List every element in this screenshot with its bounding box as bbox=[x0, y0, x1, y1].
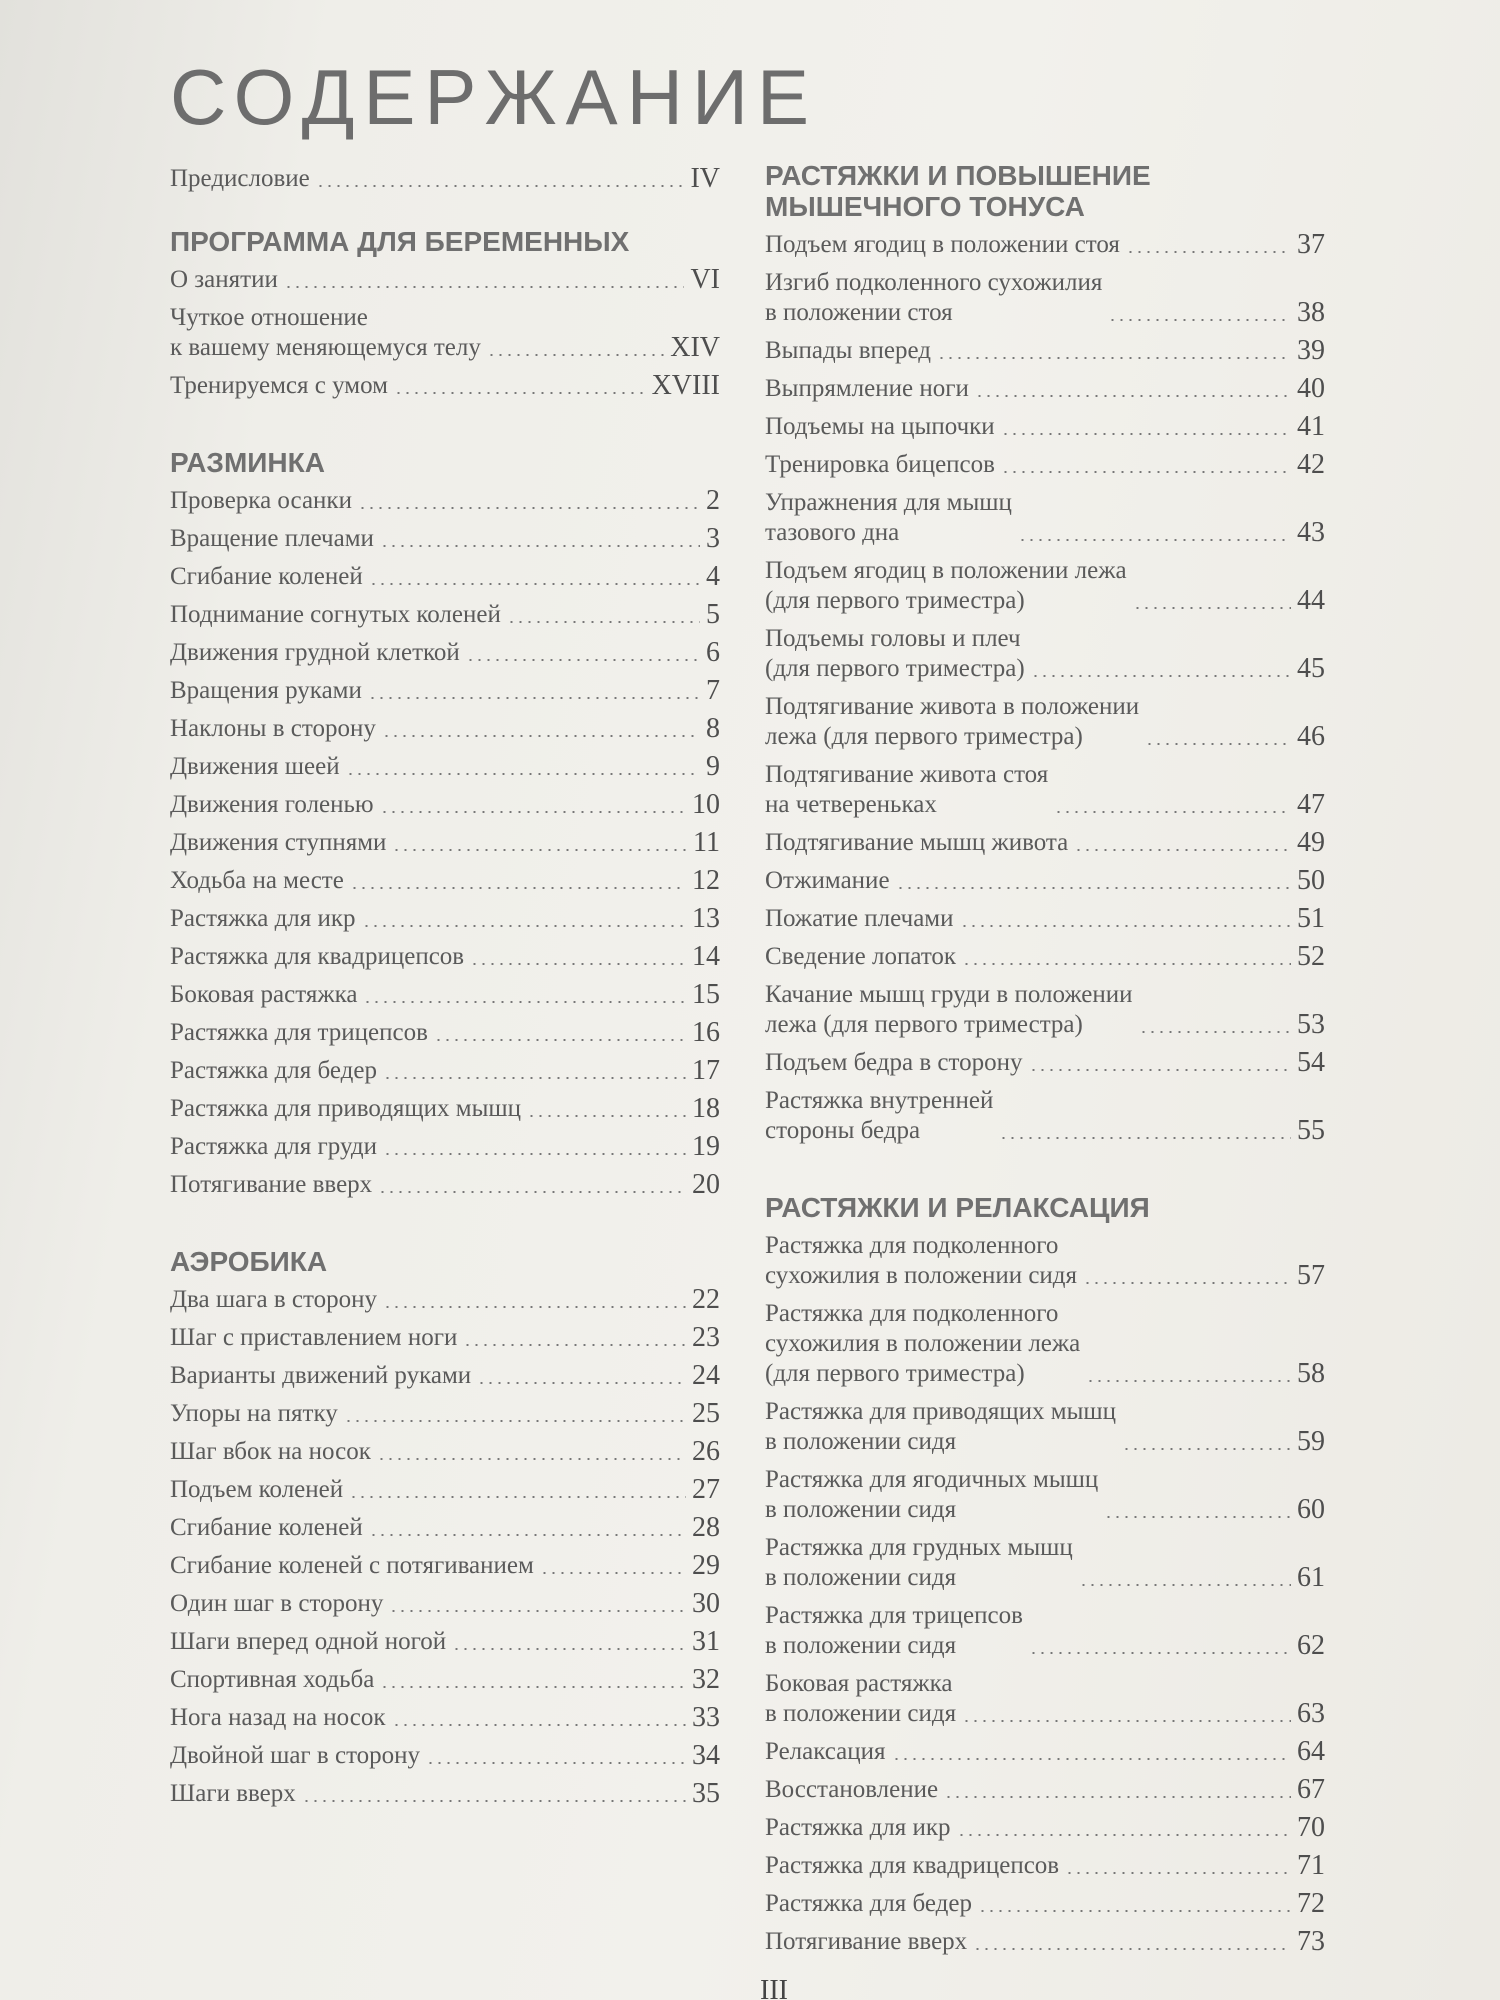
toc-entry-page: 3 bbox=[706, 523, 720, 554]
toc-entry-page: 58 bbox=[1297, 1358, 1325, 1389]
toc-entry-title: Растяжка для грудных мышц в положении сидя bbox=[765, 1534, 1073, 1591]
toc-entry bbox=[765, 938, 1325, 976]
toc-entry-title: Потягивание вверх bbox=[170, 1171, 373, 1198]
dot-leader bbox=[1139, 1031, 1291, 1033]
dot-leader bbox=[369, 1534, 686, 1536]
toc-entry-page: 52 bbox=[1297, 941, 1325, 972]
toc-entry bbox=[765, 226, 1325, 264]
toc-entry-title: Два шага в сторону bbox=[170, 1286, 377, 1313]
toc-entry bbox=[765, 824, 1325, 862]
dot-leader bbox=[377, 1458, 686, 1460]
toc-entry bbox=[170, 367, 720, 405]
dot-leader bbox=[1001, 471, 1291, 473]
toc-entry bbox=[765, 1529, 1325, 1597]
dot-leader bbox=[380, 811, 686, 813]
toc-entry-title: Растяжка для бедер bbox=[765, 1890, 972, 1917]
toc-entry-title: Шаг с приставлением ноги bbox=[170, 1324, 458, 1351]
toc-entry-page: 7 bbox=[706, 675, 720, 706]
toc-entry-page: 39 bbox=[1297, 335, 1325, 366]
toc-entry-page: 13 bbox=[692, 903, 720, 934]
toc-entry-page: 70 bbox=[1297, 1812, 1325, 1843]
toc-entry-page: 40 bbox=[1297, 373, 1325, 404]
toc-entry-title: Наклоны в сторону bbox=[170, 715, 376, 742]
toc-entry-page: 37 bbox=[1297, 229, 1325, 260]
toc-entry-title: Восстановление bbox=[765, 1776, 939, 1803]
dot-leader bbox=[973, 1948, 1291, 1950]
dot-leader bbox=[426, 1762, 686, 1764]
toc-entry-page: 55 bbox=[1297, 1115, 1325, 1146]
toc-entry-title: Тренируемся с умом bbox=[170, 372, 388, 399]
dot-leader bbox=[434, 1039, 686, 1041]
toc-entry-page: XIV bbox=[670, 332, 720, 363]
toc-entry-title: Выпрямление ноги bbox=[765, 375, 969, 402]
section-heading: ПРОГРАММА ДЛЯ БЕРЕМЕННЫХ bbox=[170, 226, 630, 257]
dot-leader bbox=[1133, 607, 1291, 609]
toc-entry-title: Качание мышц груди в положении лежа (для первого триместра) bbox=[765, 981, 1133, 1038]
toc-entry-page: 29 bbox=[692, 1550, 720, 1581]
toc-entry-page: 30 bbox=[692, 1588, 720, 1619]
toc-entry-title: Растяжка для трицепсов в положении сидя bbox=[765, 1602, 1023, 1659]
toc-entry bbox=[765, 1295, 1325, 1393]
toc-entry-page: 28 bbox=[692, 1512, 720, 1543]
dot-leader bbox=[383, 1077, 686, 1079]
toc-entry-title: Растяжка для бедер bbox=[170, 1057, 377, 1084]
toc-entry bbox=[170, 672, 720, 710]
toc-entry bbox=[170, 1775, 720, 1813]
dot-leader bbox=[937, 357, 1291, 359]
toc-entry-title: Подтягивание мышц живота bbox=[765, 829, 1069, 856]
toc-entry-title: Растяжка для приводящих мышц bbox=[170, 1095, 522, 1122]
dot-leader bbox=[978, 1910, 1291, 1912]
toc-entry-page: 8 bbox=[706, 713, 720, 744]
toc-entry-page: 12 bbox=[692, 865, 720, 896]
dot-leader bbox=[383, 1306, 686, 1308]
toc-entry bbox=[170, 1699, 720, 1737]
dot-leader bbox=[540, 1572, 686, 1574]
dot-leader bbox=[380, 545, 700, 547]
toc-entry-title: Подъем ягодиц в положении стоя bbox=[765, 231, 1120, 258]
toc-entry bbox=[765, 1044, 1325, 1082]
dot-leader bbox=[975, 395, 1291, 397]
dot-leader bbox=[363, 1001, 686, 1003]
toc-entry-page: 10 bbox=[692, 789, 720, 820]
toc-entry bbox=[765, 370, 1325, 408]
toc-entry-page: 64 bbox=[1297, 1736, 1325, 1767]
toc-entry-page: 38 bbox=[1297, 297, 1325, 328]
toc-entry-page: 19 bbox=[692, 1131, 720, 1162]
toc-entry-page: 6 bbox=[706, 637, 720, 668]
toc-entry bbox=[170, 1623, 720, 1661]
toc-entry-page: 22 bbox=[692, 1284, 720, 1315]
dot-leader bbox=[477, 1382, 686, 1384]
section-heading: РАСТЯЖКИ И РЕЛАКСАЦИЯ bbox=[765, 1192, 1150, 1223]
toc-entry-title: Движения ступнями bbox=[170, 829, 387, 856]
toc-entry-title: Подтягивание живота стоя на четвереньках bbox=[765, 761, 1049, 818]
toc-entry-title: Сгибание коленей bbox=[170, 563, 363, 590]
dot-leader bbox=[378, 1191, 686, 1193]
toc-entry-page: 62 bbox=[1297, 1630, 1325, 1661]
toc-entry bbox=[765, 1461, 1325, 1529]
toc-entry-page: 59 bbox=[1297, 1426, 1325, 1457]
toc-entry-title: Шаги вверх bbox=[170, 1780, 296, 1807]
dot-leader bbox=[1086, 1380, 1291, 1382]
toc-entry-page: 61 bbox=[1297, 1562, 1325, 1593]
toc-entry-page: 34 bbox=[692, 1740, 720, 1771]
toc-entry bbox=[170, 1547, 720, 1585]
toc-entry-title: Ходьба на месте bbox=[170, 867, 344, 894]
dot-leader bbox=[962, 1720, 1291, 1722]
toc-entry-title: Нога назад на носок bbox=[170, 1704, 386, 1731]
section-heading: АЭРОБИКА bbox=[170, 1246, 328, 1277]
toc-entry bbox=[765, 264, 1325, 332]
toc-section bbox=[170, 226, 720, 405]
toc-entry-title: Подъем коленей bbox=[170, 1476, 344, 1503]
toc-entry bbox=[170, 710, 720, 748]
dot-leader bbox=[999, 1137, 1291, 1139]
toc-entry-title: Упражнения для мышц тазового дна bbox=[765, 489, 1012, 546]
toc-entry-title: Один шаг в сторону bbox=[170, 1590, 384, 1617]
toc-entry-title: Чуткое отношение к вашему меняющемуся телу bbox=[170, 304, 481, 361]
dot-leader bbox=[507, 621, 700, 623]
toc-entry-title: Варианты движений руками bbox=[170, 1362, 472, 1389]
toc-entry bbox=[170, 900, 720, 938]
dot-leader bbox=[1031, 675, 1291, 677]
toc-entry-page: VI bbox=[690, 264, 720, 295]
dot-leader bbox=[892, 1758, 1291, 1760]
toc-entry bbox=[170, 824, 720, 862]
toc-entry bbox=[170, 1661, 720, 1699]
toc-entry-title: Растяжка для икр bbox=[170, 905, 356, 932]
dot-leader bbox=[1054, 811, 1291, 813]
toc-entry-page: 5 bbox=[706, 599, 720, 630]
toc-entry bbox=[765, 1885, 1325, 1923]
toc-entry-page: 35 bbox=[692, 1778, 720, 1809]
toc-entry-title: Растяжка внутренней стороны бедра bbox=[765, 1087, 994, 1144]
toc-entry-page: 50 bbox=[1297, 865, 1325, 896]
dot-leader bbox=[452, 1648, 686, 1650]
dot-leader bbox=[383, 1153, 686, 1155]
toc-entry bbox=[170, 1052, 720, 1090]
toc-entry bbox=[170, 261, 720, 299]
toc-section bbox=[765, 160, 1325, 1150]
toc-entry bbox=[170, 1166, 720, 1204]
dot-leader bbox=[944, 1796, 1291, 1798]
toc-entry bbox=[170, 862, 720, 900]
toc-entry-page: 44 bbox=[1297, 585, 1325, 616]
toc-entry-title: Растяжка для подколенного сухожилия в положении сидя bbox=[765, 1232, 1078, 1289]
toc-entry-title: Упоры на пятку bbox=[170, 1400, 338, 1427]
toc-entry bbox=[170, 1319, 720, 1357]
toc-entry-title: Растяжка для груди bbox=[170, 1133, 377, 1160]
toc-entry-page: 42 bbox=[1297, 449, 1325, 480]
toc-entry-title: Предисловие bbox=[170, 165, 310, 192]
toc-entry-page: 63 bbox=[1297, 1698, 1325, 1729]
toc-entry-title: Релаксация bbox=[765, 1738, 886, 1765]
toc-entry bbox=[765, 1393, 1325, 1461]
toc-entry-page: IV bbox=[690, 163, 720, 194]
toc-entry-title: Тренировка бицепсов bbox=[765, 451, 995, 478]
dot-leader bbox=[1122, 1448, 1291, 1450]
dot-leader bbox=[369, 583, 700, 585]
toc-section bbox=[765, 1192, 1325, 1961]
dot-leader bbox=[1065, 1872, 1291, 1874]
dot-leader bbox=[1104, 1516, 1291, 1518]
dot-leader bbox=[1029, 1652, 1291, 1654]
toc-entry-title: Изгиб подколенного сухожилия в положении стоя bbox=[765, 269, 1103, 326]
toc-entry-title: Движения шеей bbox=[170, 753, 340, 780]
dot-leader bbox=[394, 392, 646, 394]
toc-entry bbox=[170, 1014, 720, 1052]
dot-leader bbox=[1083, 1282, 1291, 1284]
toc-entry-title: Боковая растяжка в положении сидя bbox=[765, 1670, 957, 1727]
toc-entry-title: Двойной шаг в сторону bbox=[170, 1742, 421, 1769]
toc-entry bbox=[765, 1733, 1325, 1771]
toc-entry-page: 2 bbox=[706, 485, 720, 516]
toc-entry bbox=[765, 620, 1325, 688]
toc-entry-title: Подъем ягодиц в положении лежа (для первого триместра) bbox=[765, 557, 1127, 614]
toc-entry bbox=[170, 1128, 720, 1166]
toc-entry-page: 15 bbox=[692, 979, 720, 1010]
toc-entry bbox=[170, 1471, 720, 1509]
dot-leader bbox=[358, 507, 700, 509]
dot-leader bbox=[1126, 251, 1291, 253]
toc-entry bbox=[765, 408, 1325, 446]
toc-entry bbox=[170, 520, 720, 558]
toc-entry bbox=[170, 558, 720, 596]
toc-entry bbox=[765, 1847, 1325, 1885]
toc-entry-page: 51 bbox=[1297, 903, 1325, 934]
dot-leader bbox=[466, 659, 700, 661]
dot-leader bbox=[896, 887, 1291, 889]
dot-leader bbox=[284, 286, 685, 288]
dot-leader bbox=[487, 354, 664, 356]
dot-leader bbox=[957, 1834, 1291, 1836]
toc-entry bbox=[170, 634, 720, 672]
toc-entry bbox=[765, 1597, 1325, 1665]
page-number: III bbox=[760, 1975, 788, 2000]
toc-entry bbox=[170, 1090, 720, 1128]
toc-entry-title: Шаги вперед одной ногой bbox=[170, 1628, 447, 1655]
toc-entry bbox=[170, 1509, 720, 1547]
toc-entry bbox=[170, 1357, 720, 1395]
toc-entry bbox=[170, 1585, 720, 1623]
page-title: СОДЕРЖАНИЕ bbox=[170, 53, 819, 141]
toc-left-column bbox=[170, 160, 720, 1855]
toc-entry-title: Сгибание коленей с потягиванием bbox=[170, 1552, 534, 1579]
toc-entry-page: 18 bbox=[692, 1093, 720, 1124]
dot-leader bbox=[392, 1724, 686, 1726]
toc-entry-title: Сгибание коленей bbox=[170, 1514, 363, 1541]
toc-entry-title: Отжимание bbox=[765, 867, 890, 894]
dot-leader bbox=[392, 849, 687, 851]
left-sections bbox=[170, 226, 720, 1813]
toc-entry-title: Растяжка для подколенного сухожилия в положении лежа (для первого триместра) bbox=[765, 1300, 1081, 1387]
toc-entry bbox=[170, 1395, 720, 1433]
toc-entry-title: Подтягивание живота в положении лежа (для первого триместра) bbox=[765, 693, 1140, 750]
dot-leader bbox=[527, 1115, 686, 1117]
toc-entry-title: Растяжка для трицепсов bbox=[170, 1019, 428, 1046]
toc-entry-title: Вращение плечами bbox=[170, 525, 374, 552]
toc-entry bbox=[765, 862, 1325, 900]
toc-entry-page: 27 bbox=[692, 1474, 720, 1505]
dot-leader bbox=[302, 1800, 686, 1802]
toc-entry-page: 41 bbox=[1297, 411, 1325, 442]
toc-entry bbox=[765, 756, 1325, 824]
toc-entry-page: XVIII bbox=[651, 370, 720, 401]
toc-entry bbox=[765, 1923, 1325, 1961]
toc-entry-page: 71 bbox=[1297, 1850, 1325, 1881]
toc-entry-title: Подъемы головы и плеч (для первого триместра) bbox=[765, 625, 1025, 682]
dot-leader bbox=[1079, 1584, 1291, 1586]
toc-entry bbox=[765, 900, 1325, 938]
dot-leader bbox=[344, 1420, 686, 1422]
toc-entry-page: 46 bbox=[1297, 721, 1325, 752]
toc-entry-page: 31 bbox=[692, 1626, 720, 1657]
dot-leader bbox=[960, 925, 1291, 927]
toc-entry-page: 72 bbox=[1297, 1888, 1325, 1919]
toc-entry-title: Поднимание согнутых коленей bbox=[170, 601, 501, 628]
dot-leader bbox=[1108, 319, 1291, 321]
toc-entry-preface bbox=[170, 160, 720, 198]
toc-entry bbox=[765, 446, 1325, 484]
dot-leader bbox=[316, 185, 685, 187]
toc-entry-title: Потягивание вверх bbox=[765, 1928, 968, 1955]
toc-entry-page: 47 bbox=[1297, 789, 1325, 820]
toc-entry-title: Шаг вбок на носок bbox=[170, 1438, 371, 1465]
right-sections bbox=[765, 160, 1325, 1961]
dot-leader bbox=[380, 1686, 686, 1688]
toc-entry-page: 57 bbox=[1297, 1260, 1325, 1291]
toc-entry-title: Выпады вперед bbox=[765, 337, 931, 364]
toc-right-column bbox=[765, 160, 1325, 2000]
toc-entry-page: 4 bbox=[706, 561, 720, 592]
toc-entry-title: Боковая растяжка bbox=[170, 981, 358, 1008]
dot-leader bbox=[463, 1344, 686, 1346]
toc-entry-page: 24 bbox=[692, 1360, 720, 1391]
toc-entry bbox=[170, 482, 720, 520]
toc-entry-page: 9 bbox=[706, 751, 720, 782]
toc-entry-page: 43 bbox=[1297, 517, 1325, 548]
toc-entry-title: Движения голенью bbox=[170, 791, 374, 818]
toc-entry-title: Движения грудной клеткой bbox=[170, 639, 460, 666]
toc-entry-title: Подъем бедра в сторону bbox=[765, 1049, 1023, 1076]
toc-entry bbox=[170, 1737, 720, 1775]
toc-entry-page: 23 bbox=[692, 1322, 720, 1353]
toc-entry-page: 49 bbox=[1297, 827, 1325, 858]
dot-leader bbox=[1029, 1069, 1292, 1071]
dot-leader bbox=[1145, 743, 1291, 745]
toc-entry-page: 20 bbox=[692, 1169, 720, 1200]
toc-entry-page: 73 bbox=[1297, 1926, 1325, 1957]
toc-section bbox=[170, 1246, 720, 1813]
toc-entry-title: Подъемы на цыпочки bbox=[765, 413, 995, 440]
toc-entry bbox=[170, 596, 720, 634]
toc-entry-page: 53 bbox=[1297, 1009, 1325, 1040]
toc-entry bbox=[170, 786, 720, 824]
toc-entry bbox=[765, 484, 1325, 552]
toc-entry-page: 16 bbox=[692, 1017, 720, 1048]
dot-leader bbox=[368, 697, 700, 699]
toc-section bbox=[170, 447, 720, 1204]
toc-entry-page: 17 bbox=[692, 1055, 720, 1086]
dot-leader bbox=[962, 963, 1291, 965]
toc-entry bbox=[170, 1433, 720, 1471]
toc-entry bbox=[765, 1082, 1325, 1150]
toc-entry-title: Растяжка для квадрицепсов bbox=[170, 943, 465, 970]
section-heading: РАСТЯЖКИ И ПОВЫШЕНИЕ МЫШЕЧНОГО ТОНУСА bbox=[765, 160, 1151, 222]
toc-entry bbox=[170, 1281, 720, 1319]
toc-entry-title: Спортивная ходьба bbox=[170, 1666, 375, 1693]
toc-entry bbox=[170, 299, 720, 367]
toc-entry bbox=[765, 688, 1325, 756]
toc-entry-page: 33 bbox=[692, 1702, 720, 1733]
toc-entry bbox=[170, 938, 720, 976]
toc-entry-title: Растяжка для ягодичных мышц в положении сидя bbox=[765, 1466, 1099, 1523]
dot-leader bbox=[382, 735, 700, 737]
toc-entry-page: 32 bbox=[692, 1664, 720, 1695]
toc-entry bbox=[765, 1771, 1325, 1809]
dot-leader bbox=[350, 887, 686, 889]
dot-leader bbox=[470, 963, 686, 965]
toc-entry bbox=[170, 748, 720, 786]
toc-entry bbox=[765, 552, 1325, 620]
toc-entry-title: Вращения руками bbox=[170, 677, 362, 704]
dot-leader bbox=[1074, 849, 1291, 851]
dot-leader bbox=[362, 925, 686, 927]
toc-entry bbox=[765, 1665, 1325, 1733]
toc-entry-title: Сведение лопаток bbox=[765, 943, 957, 970]
dot-leader bbox=[389, 1610, 686, 1612]
dot-leader bbox=[1018, 539, 1291, 541]
dot-leader bbox=[349, 1496, 686, 1498]
preface-section bbox=[170, 160, 720, 198]
toc-entry-title: Растяжка для приводящих мышц в положении сидя bbox=[765, 1398, 1117, 1455]
toc-entry-title: Пожатие плечами bbox=[765, 905, 954, 932]
toc-entry-page: 60 bbox=[1297, 1494, 1325, 1525]
toc-entry-page: 26 bbox=[692, 1436, 720, 1467]
toc-entry bbox=[765, 976, 1325, 1044]
toc-entry-title: О занятии bbox=[170, 266, 278, 293]
toc-entry bbox=[765, 1809, 1325, 1847]
toc-entry-page: 11 bbox=[693, 827, 720, 858]
dot-leader bbox=[1001, 433, 1291, 435]
toc-entry-title: Проверка осанки bbox=[170, 487, 352, 514]
toc-entry bbox=[765, 332, 1325, 370]
section-heading: РАЗМИНКА bbox=[170, 447, 325, 478]
toc-entry-title: Растяжка для квадрицепсов bbox=[765, 1852, 1060, 1879]
toc-entry bbox=[765, 1227, 1325, 1295]
toc-entry-page: 67 bbox=[1297, 1774, 1325, 1805]
toc-entry-page: 25 bbox=[692, 1398, 720, 1429]
toc-entry-page: 14 bbox=[692, 941, 720, 972]
toc-entry-page: 54 bbox=[1297, 1047, 1325, 1078]
toc-entry-page: 45 bbox=[1297, 653, 1325, 684]
toc-entry bbox=[170, 976, 720, 1014]
toc-entry-title: Растяжка для икр bbox=[765, 1814, 951, 1841]
dot-leader bbox=[346, 773, 700, 775]
